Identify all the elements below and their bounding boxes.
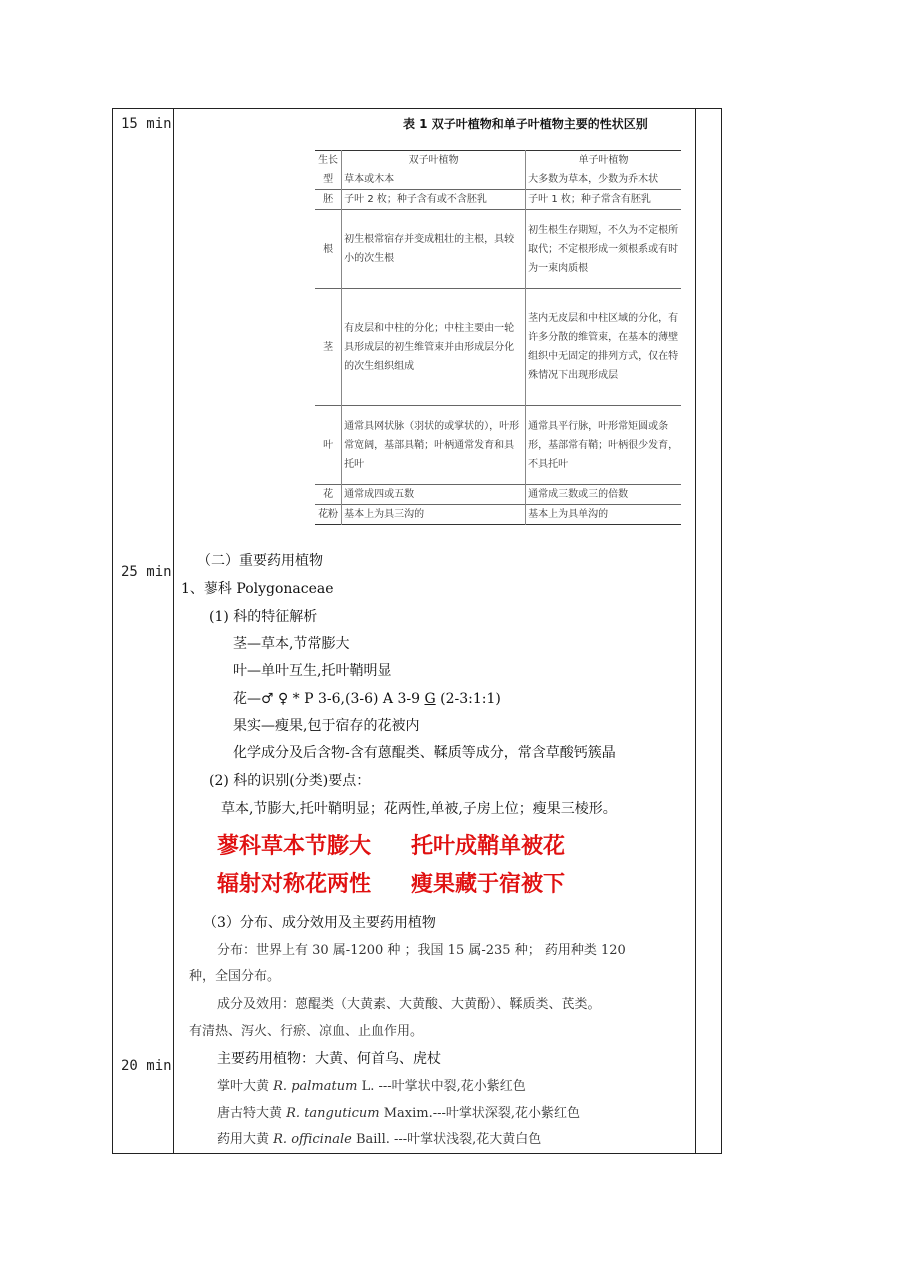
- table-row: 花粉 基本上为具三沟的 基本上为具单沟的: [315, 505, 681, 525]
- lesson-table-frame: [112, 108, 722, 1154]
- table-row: 叶 通常具网状脉（羽状的或掌状的），叶形常宽阔，基部具鞘；叶柄通常发育和具托叶 通常具平行脉，叶形常矩圆或条形，基部常有鞘；叶柄很少发育，不具托叶: [315, 406, 681, 485]
- sub3-title: （3）分布、成分效用及主要药用植物: [203, 915, 436, 931]
- distribution-line1: 分布：世界上有 30 属-1200 种 ；我国 15 属-235 种； 药用种类 120: [217, 943, 626, 958]
- distribution-line2: 种，全国分布。: [189, 969, 281, 984]
- mnemonic-line2b: 瘦果藏于宿被下: [411, 872, 566, 897]
- stem-feature: 茎—草本,节常膨大: [233, 636, 350, 652]
- table-row: 胚 子叶 2 枚；种子含有或不含胚乳 子叶 1 枚；种子常含有胚乳: [315, 190, 681, 210]
- column-divider-time: [173, 109, 174, 1153]
- components-line1: 成分及效用：蒽醌类（大黄素、大黄酸、大黄酚）、鞣质类、芪类。: [217, 997, 601, 1012]
- mnemonic-line1a: 蓼科草本节膨大: [217, 834, 372, 859]
- flower-formula: 花—♂ ♀ * P 3-6,(3-6) A 3-9 G (2-3:1:1): [233, 691, 501, 707]
- leaf-feature: 叶—单叶互生,托叶鞘明显: [233, 663, 392, 679]
- chem-feature: 化学成分及后含物-含有蒽醌类、鞣质等成分，常含草酸钙簇晶: [233, 745, 616, 761]
- plant-item-palmatum: 掌叶大黄 R. palmatum L. ---叶掌状中裂,花小紫红色: [217, 1079, 526, 1094]
- mnemonic-line1b: 托叶成鞘单被花: [411, 834, 566, 859]
- fruit-feature: 果实—瘦果,包于宿存的花被内: [233, 718, 420, 734]
- family-heading: 1、蓼科 Polygonaceae: [181, 581, 334, 597]
- table-caption: 表 1 双子叶植物和单子叶植物主要的性状区别: [403, 117, 648, 131]
- table-row: 茎 有皮层和中柱的分化；中柱主要由一轮具形成层的初生维管束并由形成层分化的次生组织组成 茎内无皮层和中柱区域的分化，有许多分散的维管束，在基本的薄壁组织中无固定的排列方式，仅在特殊情况下出现形成层: [315, 289, 681, 406]
- time-label-15: 15 min: [121, 116, 172, 132]
- comparison-table: [315, 150, 681, 525]
- sub2-title: (2) 科的识别(分类)要点：: [209, 773, 371, 789]
- table-row: 型 草本或木本 大多数为草本，少数为乔木状: [315, 170, 681, 190]
- mnemonic-line2a: 辐射对称花两性: [217, 872, 372, 897]
- table-header-row: 生长 双子叶植物 单子叶植物: [315, 151, 681, 171]
- sub1-title: (1) 科的特征解析: [209, 609, 318, 625]
- column-divider-notes: [695, 109, 696, 1153]
- table-row: 根 初生根常宿存并变成粗壮的主根，具较小的次生根 初生根生存期短，不久为不定根所取代；不定根形成一须根系或有时为一束肉质根: [315, 210, 681, 289]
- components-line2: 有清热、泻火、行瘀、凉血、止血作用。: [189, 1024, 424, 1039]
- main-plants-title: 主要药用植物：大黄、何首乌、虎杖: [217, 1051, 441, 1067]
- plant-item-tanguticum: 唐古特大黄 R. tanguticum Maxim.---叶掌状深裂,花小紫红色: [217, 1106, 581, 1121]
- sub2-text: 草本,节膨大,托叶鞘明显；花两性,单被,子房上位；瘦果三棱形。: [221, 801, 617, 817]
- time-label-25: 25 min: [121, 564, 172, 580]
- section-title: （二）重要药用植物: [197, 553, 323, 569]
- table-row: 花 通常成四或五数 通常成三数或三的倍数: [315, 485, 681, 505]
- plant-item-officinale: 药用大黄 R. officinale Baill. ---叶掌状浅裂,花大黄白色: [217, 1132, 542, 1147]
- time-label-20: 20 min: [121, 1058, 172, 1074]
